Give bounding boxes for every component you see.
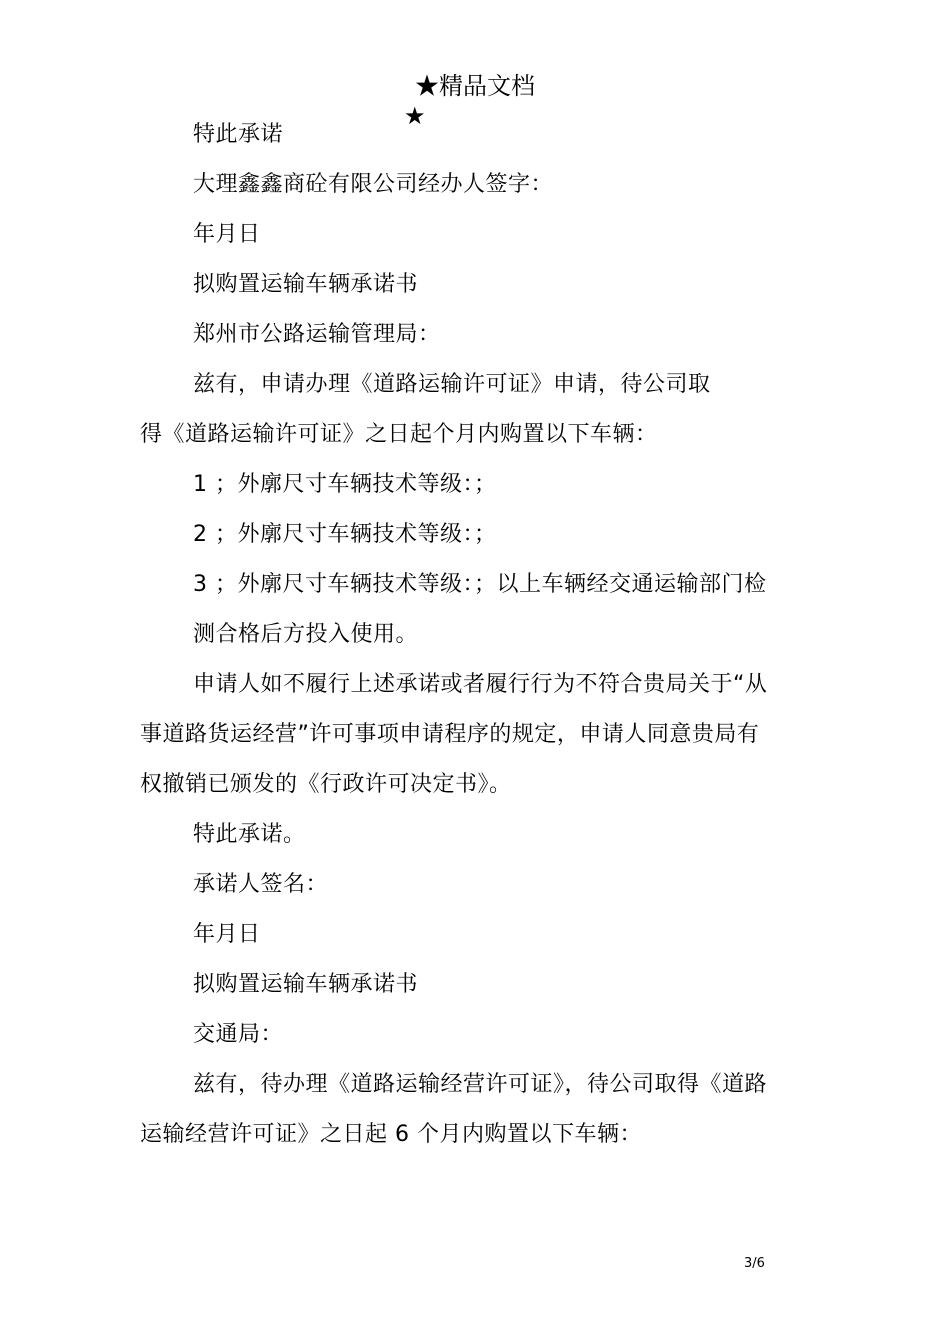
paragraph: 运输经营许可证》之日起 6 个月内购置以下车辆： <box>140 1122 642 1147</box>
paragraph: 2 ；外廓尺寸车辆技术等级：； <box>193 522 497 547</box>
paragraph: 拟购置运输车辆承诺书 <box>193 972 419 997</box>
paragraph: 权撤销已颁发的《行政许可决定书》。 <box>140 772 512 797</box>
page-header-title: ★精品文档 <box>415 72 535 100</box>
paragraph: 事道路货运经营”许可事项申请程序的规定，申请人同意贵局有 <box>140 722 760 747</box>
page-number: 3/6 <box>744 1256 765 1271</box>
paragraph: 1 ；外廓尺寸车辆技术等级：； <box>193 472 497 497</box>
paragraph: 3 ；外廓尺寸车辆技术等级：；以上车辆经交通运输部门检 <box>193 572 767 597</box>
paragraph: 得《道路运输许可证》之日起个月内购置以下车辆： <box>140 422 658 447</box>
paragraph: 郑州市公路运输管理局： <box>193 322 441 347</box>
paragraph: 兹有，申请办理《道路运输许可证》申请，待公司取 <box>193 372 711 397</box>
paragraph: 年月日 <box>193 922 261 947</box>
paragraph: 特此承诺。 <box>193 822 306 847</box>
paragraph: 年月日 <box>193 222 261 247</box>
paragraph: 申请人如不履行上述承诺或者履行行为不符合贵局关于“从 <box>193 672 768 697</box>
paragraph: 大理鑫鑫商砼有限公司经办人签字： <box>193 172 554 197</box>
paragraph: 特此承诺 <box>193 122 284 147</box>
document-body <box>140 110 810 1160</box>
paragraph: 测合格后方投入使用。 <box>193 622 419 647</box>
page-header-star: ★ <box>404 102 426 130</box>
paragraph: 承诺人签名： <box>193 872 329 897</box>
paragraph: 拟购置运输车辆承诺书 <box>193 272 419 297</box>
paragraph: 交通局： <box>193 1022 284 1047</box>
paragraph: 兹有，待办理《道路运输经营许可证》，待公司取得《道路 <box>193 1072 768 1097</box>
